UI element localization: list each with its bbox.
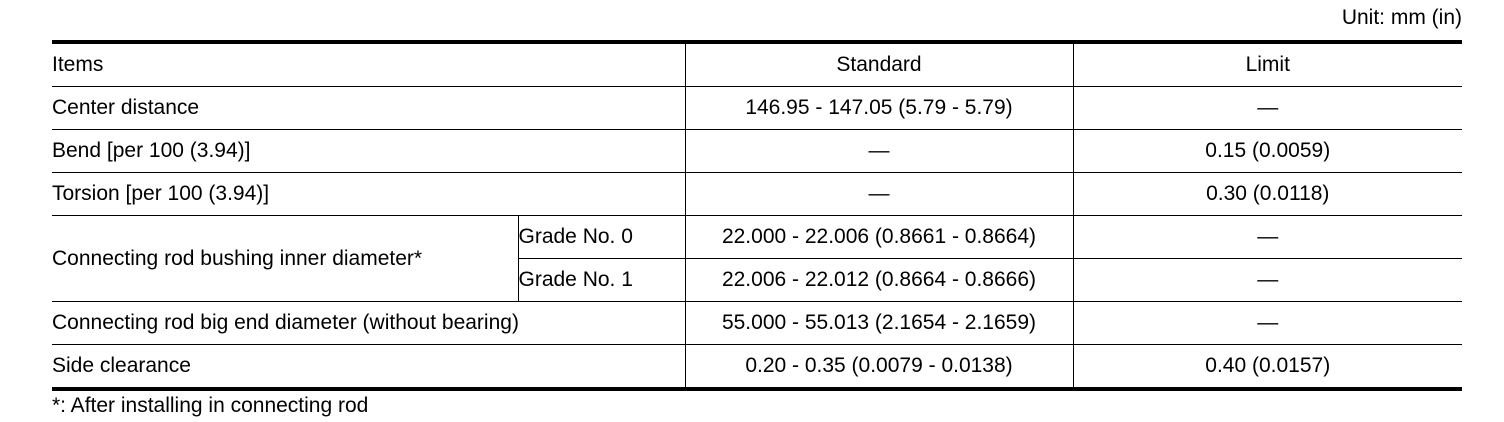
footnote: *: After installing in connecting rod — [52, 394, 369, 417]
row-standard: 55.000 - 55.013 (2.1654 - 2.1659) — [685, 302, 1073, 345]
table-header-row — [52, 42, 1462, 87]
table-row — [52, 216, 1462, 259]
row-item: Connecting rod bushing inner diameter* — [52, 216, 518, 302]
row-standard: 22.006 - 22.012 (0.8664 - 0.8666) — [685, 259, 1073, 302]
row-item: Torsion [per 100 (3.94)] — [52, 173, 685, 216]
table-row — [52, 87, 1462, 130]
row-item: Connecting rod big end diameter (without bearing) — [52, 302, 685, 345]
table-row — [52, 302, 1462, 345]
header-limit: Limit — [1073, 42, 1462, 87]
table-row — [52, 173, 1462, 216]
row-limit: — — [1073, 302, 1462, 345]
unit-label: Unit: mm (in) — [1341, 6, 1462, 29]
table-row — [52, 345, 1462, 390]
row-standard: — — [685, 173, 1073, 216]
row-limit: — — [1073, 216, 1462, 259]
row-limit: 0.15 (0.0059) — [1073, 130, 1462, 173]
row-item: Center distance — [52, 87, 685, 130]
row-grade: Grade No. 1 — [518, 259, 685, 302]
header-standard: Standard — [685, 42, 1073, 87]
connecting-rod-spec-table — [52, 40, 1462, 391]
row-standard: 0.20 - 0.35 (0.0079 - 0.0138) — [685, 345, 1073, 390]
row-standard: — — [685, 130, 1073, 173]
row-limit: 0.40 (0.0157) — [1073, 345, 1462, 390]
row-limit: 0.30 (0.0118) — [1073, 173, 1462, 216]
row-standard: 22.000 - 22.006 (0.8661 - 0.8664) — [685, 216, 1073, 259]
header-items: Items — [52, 42, 685, 87]
row-item: Side clearance — [52, 345, 685, 390]
row-item: Bend [per 100 (3.94)] — [52, 130, 685, 173]
row-grade: Grade No. 0 — [518, 216, 685, 259]
table-row — [52, 130, 1462, 173]
row-limit: — — [1073, 259, 1462, 302]
row-limit: — — [1073, 87, 1462, 130]
row-standard: 146.95 - 147.05 (5.79 - 5.79) — [685, 87, 1073, 130]
